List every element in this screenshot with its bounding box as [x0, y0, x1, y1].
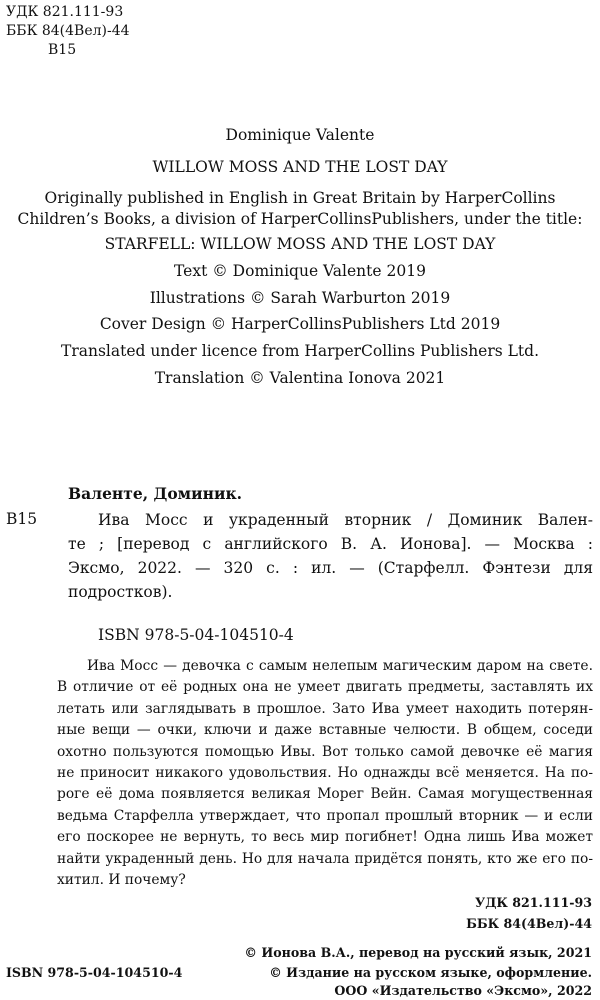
bbk-code: ББК 84(4Вел)-44: [6, 23, 130, 39]
catalog-line: Эксмо, 2022. — 320 с. : ил. — (Старфелл. Фэнтези для: [68, 559, 593, 577]
annotation-line: ные вещи — очки, ключи и даже вставные челюсти. В общем, соседи: [57, 722, 593, 739]
copyright-edition: © Издание на русском языке, оформление.: [269, 965, 592, 980]
annotation-line: охотно пользуются помощью Ивы. Вот только самой девочке её магия: [57, 743, 593, 760]
footer-bbk: ББК 84(4Вел)-44: [466, 916, 592, 931]
original-author: Dominique Valente: [225, 126, 375, 144]
catalog-entry: [68, 508, 593, 604]
annotation-line: найти украденный день. Но для начала придётся понять, кто же его по-: [57, 850, 593, 867]
annotation-line: хитил. И почему?: [57, 872, 186, 889]
rights-line: Text © Dominique Valente 2019: [174, 262, 426, 280]
annotation: [57, 656, 593, 891]
catalog-line: подростков).: [68, 583, 173, 601]
author-mark-code: В15: [48, 42, 77, 58]
catalog-line: те ; [перевод с английского В. А. Ионова]. — Москва :: [68, 535, 593, 553]
rights-line: STARFELL: WILLOW MOSS AND THE LOST DAY: [104, 235, 496, 253]
catalog-line: Ива Мосс и украденный вторник / Доминик Вален-: [98, 511, 593, 529]
annotation-line: Ива Мосс — девочка с самым нелепым магическим даром на свете.: [87, 658, 593, 674]
rights-line: Illustrations © Sarah Warburton 2019: [149, 289, 451, 307]
rights-line: Translated under licence from HarperCollins Publishers Ltd.: [60, 342, 540, 360]
annotation-line: роге её дома появляется великая Морег Вейн. Самая могущественная: [57, 786, 593, 803]
copyright-translation: © Ионова В.А., перевод на русский язык, 2021: [244, 945, 592, 960]
catalog-isbn: ISBN 978-5-04-104510-4: [98, 626, 294, 644]
rights-line: Children’s Books, a division of HarperCollinsPublishers, under the title:: [17, 210, 583, 228]
catalog-code: В15: [6, 510, 38, 528]
catalog-heading: Валенте, Доминик.: [68, 484, 243, 503]
rights-line: Translation © Valentina Ionova 2021: [154, 369, 446, 387]
rights-line: Originally published in English in Great Britain by HarperCollins: [44, 189, 556, 207]
udk-code: УДК 821.111-93: [6, 4, 124, 20]
footer-isbn: ISBN 978-5-04-104510-4: [6, 965, 183, 980]
footer-udk: УДК 821.111-93: [475, 895, 592, 910]
copyright-publisher: ООО «Издательство «Эксмо», 2022: [334, 983, 592, 998]
annotation-line: не приносит никакого удовольствия. Но однажды всё меняется. На по-: [57, 765, 593, 782]
annotation-line: летать или заглядывать в прошлое. Зато Ива умеет находить потерян-: [57, 700, 593, 717]
rights-line: Cover Design © HarperCollinsPublishers Ltd 2019: [99, 315, 501, 333]
annotation-line: В отличие от её родных она не умеет двигать предметы, заставлять их: [57, 679, 593, 696]
annotation-line: ведьма Старфелла утверждает, что пропал прошлый вторник — и если: [57, 807, 593, 824]
original-title: WILLOW MOSS AND THE LOST DAY: [152, 158, 448, 176]
annotation-line: его поскорее не вернуть, то весь мир погибнет! Одна лишь Ива может: [57, 829, 593, 846]
